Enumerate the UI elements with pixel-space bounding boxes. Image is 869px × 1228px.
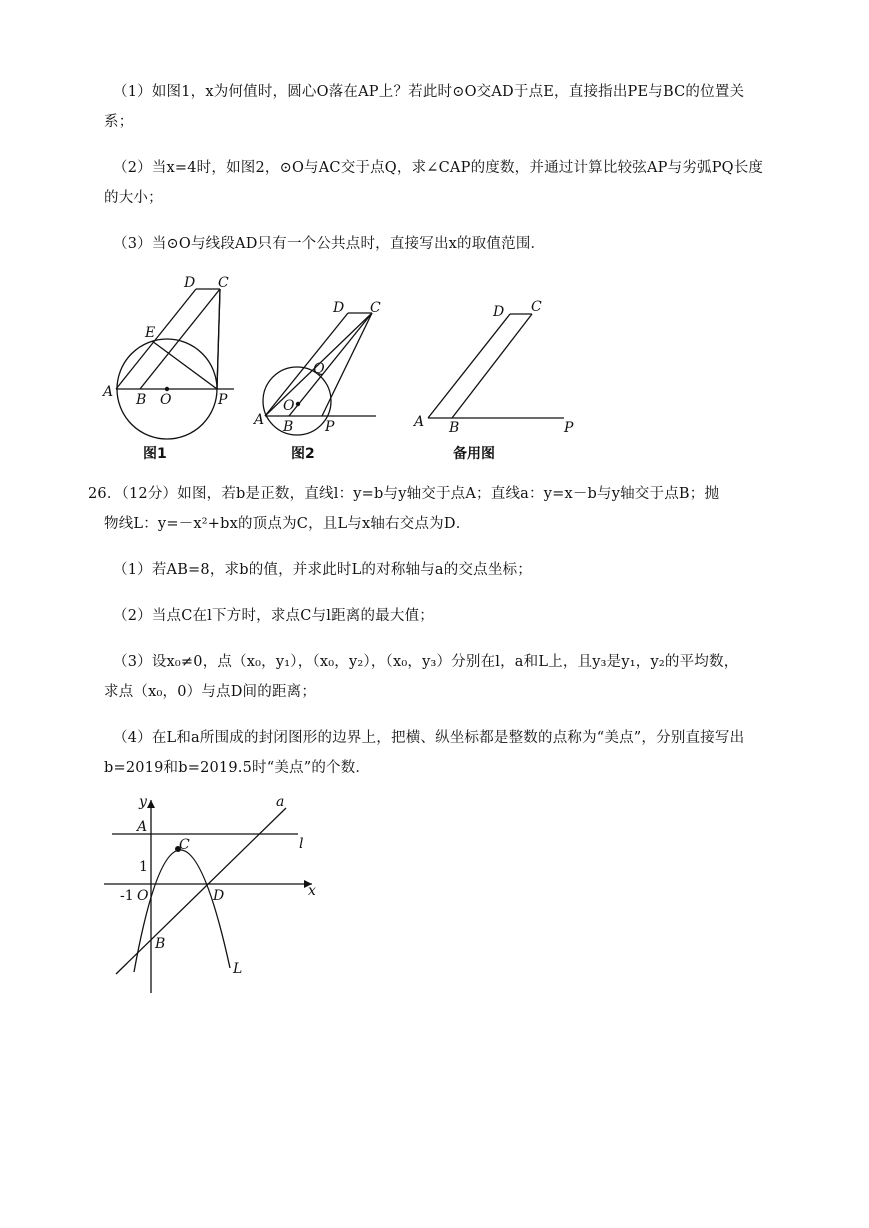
p25-part3: （3）当⊙O与线段AD只有一个公共点时，直接写出x的取值范围． [113,236,546,252]
fig2-label-D: D [333,300,345,316]
label-1: 1 [139,859,148,875]
label-L: L [233,961,243,977]
p26-part4-line2: b=2019和b=2019.5时“美点”的个数． [104,760,371,776]
fig1-line-EP [152,341,217,389]
p25-part1-line2: 系； [104,114,134,130]
parabola-L [134,850,230,972]
fig3-label-B: B [449,420,460,436]
label-D: D [213,888,225,904]
label-x: x [308,883,316,899]
fig1-caption: 图1 [143,446,167,462]
p26-part4-line1: （4）在L和a所围成的封闭图形的边界上，把横、纵坐标都是整数的点称为“美点”，分别直接写出 [113,730,745,746]
fig3-line-BC [452,314,532,418]
fig1-label-D: D [184,275,196,291]
fig2-label-P: P [325,419,335,435]
fig1-label-B: B [136,392,147,408]
fig2-center-dot [296,402,300,406]
fig3-caption: 备用图 [453,446,495,462]
fig1-center-dot [165,387,169,391]
p25-part1-line1: （1）如图1，x为何值时，圆心O落在AP上？若此时⊙O交AD于点E，直接指出PE与BC的位置关 [113,84,745,100]
fig2-label-B: B [283,419,294,435]
fig2-label-O: O [283,398,295,414]
label-B: B [155,936,166,952]
figure-2 [252,300,381,462]
p26-line1: 26．（12分）如图，若b是正数，直线l：y=b与y轴交于点A；直线a：y=x－b与y轴交于点B；抛 [88,486,720,502]
fig3-label-P: P [564,420,574,436]
figure-3 [412,299,574,462]
fig2-label-C: C [370,300,381,316]
label-A: A [137,819,148,835]
label-a: a [276,794,285,810]
p26-part2: （2）当点C在l下方时，求点C与l距离的最大值； [113,608,434,624]
fig1-label-A: A [103,384,114,400]
p26-part1: （1）若AB=8，求b的值，并求此时L的对称轴与a的交点坐标； [113,562,532,578]
fig2-label-A: A [254,412,265,428]
label-O: O [137,888,149,904]
fig3-label-A: A [414,414,425,430]
label-l: l [299,836,304,852]
p26-line2: 物线L：y=－x²+bx的顶点为C，且L与x轴右交点为D． [104,516,471,532]
fig3-line-AD [428,314,510,418]
p26-part3-line2: 求点（x₀，0）与点D间的距离； [104,684,317,700]
fig2-line-AD [265,313,348,416]
fig1-line-PC [217,289,220,389]
fig1-label-C: C [218,275,229,291]
fig3-label-D: D [493,304,505,320]
fig3-label-C: C [531,299,542,315]
fig2-label-Q: Q [313,361,325,377]
fig1-label-O: O [160,392,172,408]
fig2-caption: 图2 [291,446,315,462]
y-axis-arrow [147,800,155,808]
label-neg1: -1 [120,888,134,904]
label-y: y [139,794,147,810]
fig1-line-AD [116,289,196,389]
p26-part3-line1: （3）设x₀≠0，点（x₀，y₁），（x₀，y₂），（x₀，y₃）分别在l，a和L上，且y₃是y₁，y₂的平均数， [113,654,739,670]
fig1-label-E: E [145,325,156,341]
fig1-label-P: P [218,392,228,408]
p25-part2-line2: 的大小； [104,190,163,206]
figure-1 [101,275,234,462]
p25-part2-line1: （2）当x=4时，如图2，⊙O与AC交于点Q，求∠CAP的度数，并通过计算比较弦AP与劣弧PQ长度 [113,160,764,176]
p25-figures [0,265,869,485]
fig2-line-PC [322,313,372,416]
p26-graph [0,790,869,1005]
label-C: C [179,837,190,853]
